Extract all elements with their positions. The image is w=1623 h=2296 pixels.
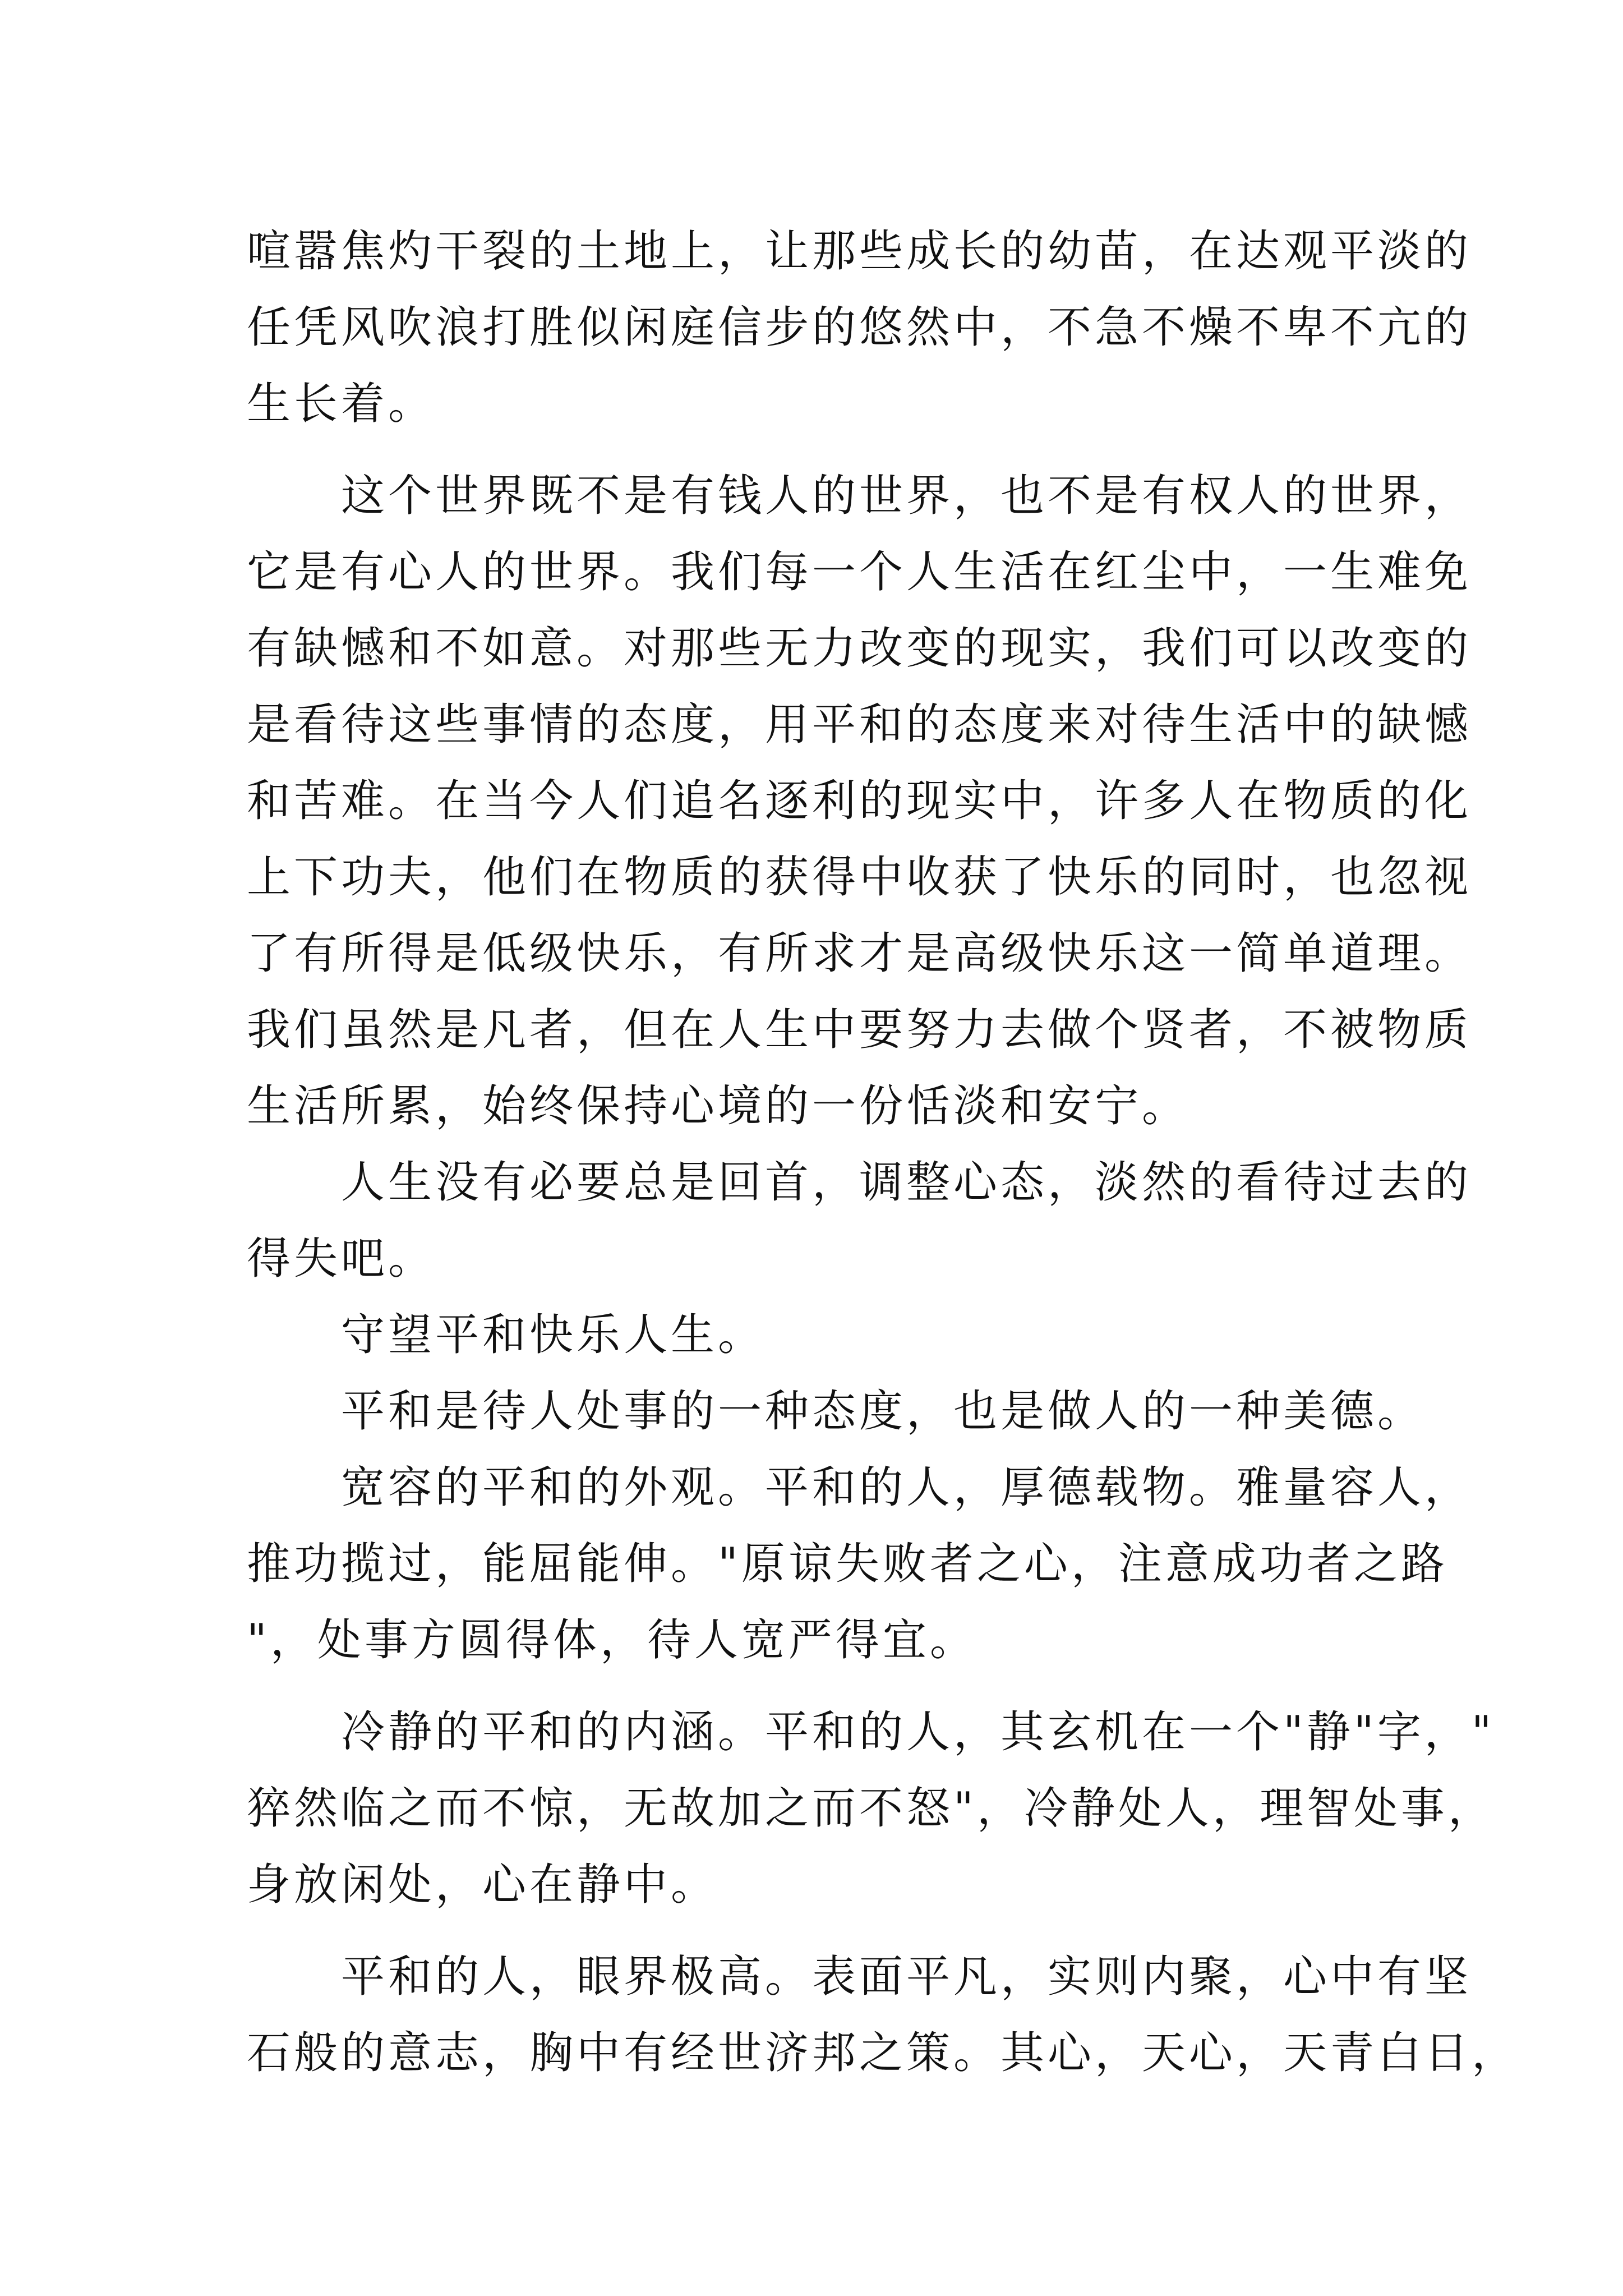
text-line: 得失吧。 [247,1234,436,1284]
text-line: 宽容的平和的外观。平和的人，厚德载物。雅量容人， [247,1462,1472,1513]
text-line: 平和是待人处事的一种态度，也是做人的一种美德。 [247,1386,1425,1437]
text-line: 了有所得是低级快乐，有所求才是高级快乐这一简单道理。 [247,928,1472,979]
text-line: 生长着。 [247,379,436,429]
text-line: 它是有心人的世界。我们每一个人生活在红尘中，一生难免 [247,547,1472,597]
text-line: 和苦难。在当今人们追名逐利的现实中，许多人在物质的化 [247,776,1472,826]
text-line: 这个世界既不是有钱人的世界，也不是有权人的世界， [247,471,1472,521]
text-line: 任凭风吹浪打胜似闲庭信步的悠然中，不急不燥不卑不亢的 [247,302,1472,353]
text-line: 人生没有必要总是回首，调整心态，淡然的看待过去的 [247,1157,1472,1208]
text-line: 推功揽过，能屈能伸。"原谅失败者之心，注意成功者之路 [247,1539,1448,1589]
document-body [247,213,1519,2091]
text-line: 平和的人，眼界极高。表面平凡，实则内聚，心中有坚 [247,1952,1472,2002]
text-line: 喧嚣焦灼干裂的土地上，让那些成长的幼苗，在达观平淡的 [247,226,1472,277]
text-line: 上下功夫，他们在物质的获得中收获了快乐的同时，也忽视 [247,852,1472,903]
text-line: 有缺憾和不如意。对那些无力改变的现实，我们可以改变的 [247,623,1472,674]
text-line: 是看待这些事情的态度，用平和的态度来对待生活中的缺憾 [247,700,1472,750]
text-line: 我们虽然是凡者，但在人生中要努力去做个贤者，不被物质 [247,1005,1472,1055]
text-line: "，处事方圆得体，待人宽严得宜。 [247,1615,977,1665]
text-line: 猝然临之而不惊，无故加之而不怒"，冷静处人，理智处事， [247,1783,1495,1834]
text-line: 生活所累，始终保持心境的一份恬淡和安宁。 [247,1081,1189,1131]
text-line: 守望平和快乐人生。 [247,1310,766,1360]
text-line: 身放闲处，心在静中。 [247,1860,718,1910]
text-line: 石般的意志，胸中有经世济邦之策。其心，天心，天青白日， [247,2028,1519,2078]
text-line: 冷静的平和的内涵。平和的人，其玄机在一个"静"字，" [247,1707,1495,1757]
